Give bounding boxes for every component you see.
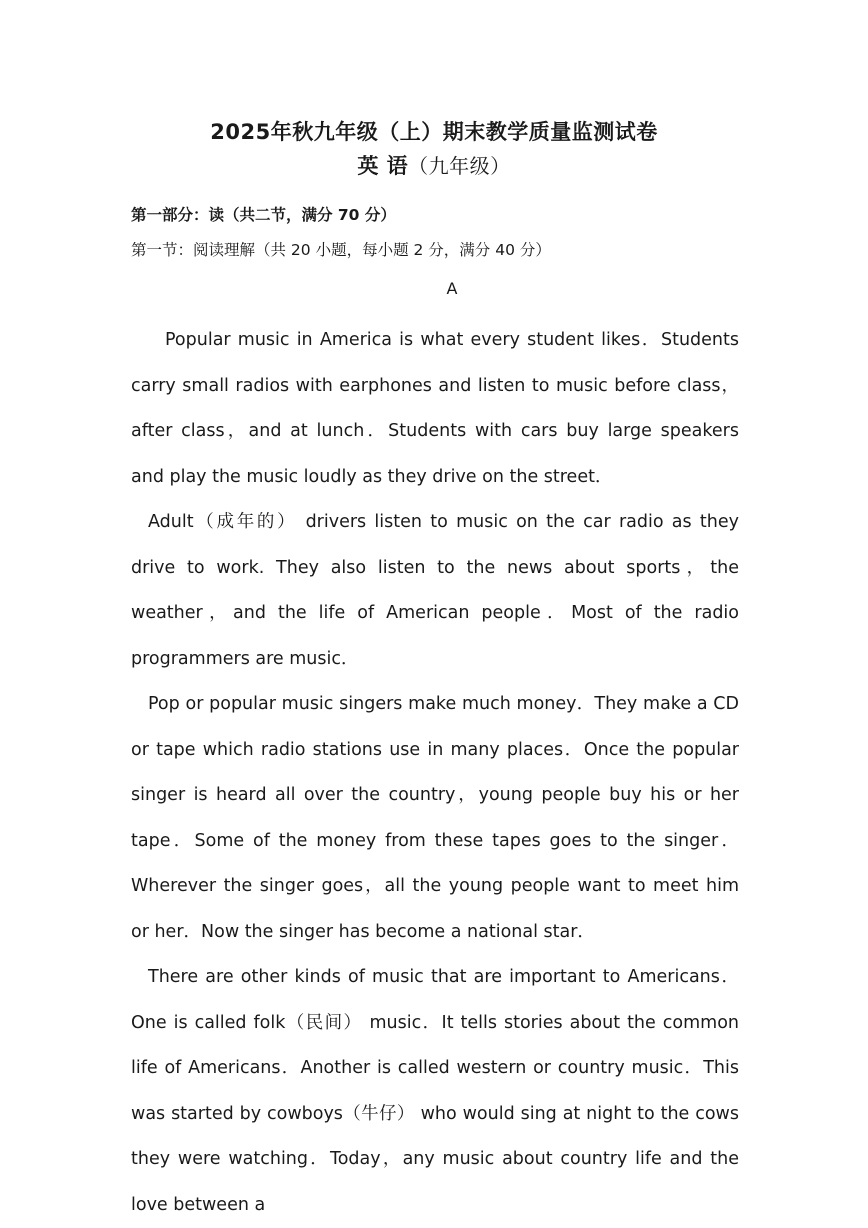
subject-name: 英 语: [357, 154, 409, 178]
section-one-heading: 第一节：阅读理解（共 20 小题，每小题 2 分，满分 40 分）: [131, 241, 551, 259]
passage-body: [131, 318, 739, 1228]
paragraph-1: Popular music in America is what every student likes．Students carry small radios with earphones and listen to music before class，after class，and at lunch．Students with cars buy large speakers and play the music loudly as they drive on the street．: [131, 330, 739, 487]
paragraph-3: Pop or popular music singers make much money．They make a CD or tape which radio stations use in many places．Once the popular singer is heard all over the country，young people buy his or her tape．Some of the money from these tapes goes to the singer．Wherever the singer goes，all the young people want to meet him or her．Now the singer has become a national star．: [131, 694, 739, 942]
paragraph-4: There are other kinds of music that are important to Americans．One is called folk（民间） music．It tells stories about the common life of Americans．Another is called western or country music．This was started by cowboys（牛仔） who would sing at night to the cows they were watching．Today，any music about country life and the love between a: [131, 967, 739, 1215]
part-one-heading: 第一部分：读（共二节，满分 70 分）: [131, 206, 396, 224]
grade-note: （九年级）: [408, 154, 511, 178]
exam-subject-line: [0, 150, 868, 180]
exam-title: 2025年秋九年级（上）期末教学质量监测试卷: [210, 120, 658, 144]
passage-label: A: [446, 279, 458, 298]
paragraph-2: Adult（成年的） drivers listen to music on the car radio as they drive to work. They also listen to the news about sports，the weather，and the life of American people．Most of the radio programmers are music．: [131, 512, 739, 669]
